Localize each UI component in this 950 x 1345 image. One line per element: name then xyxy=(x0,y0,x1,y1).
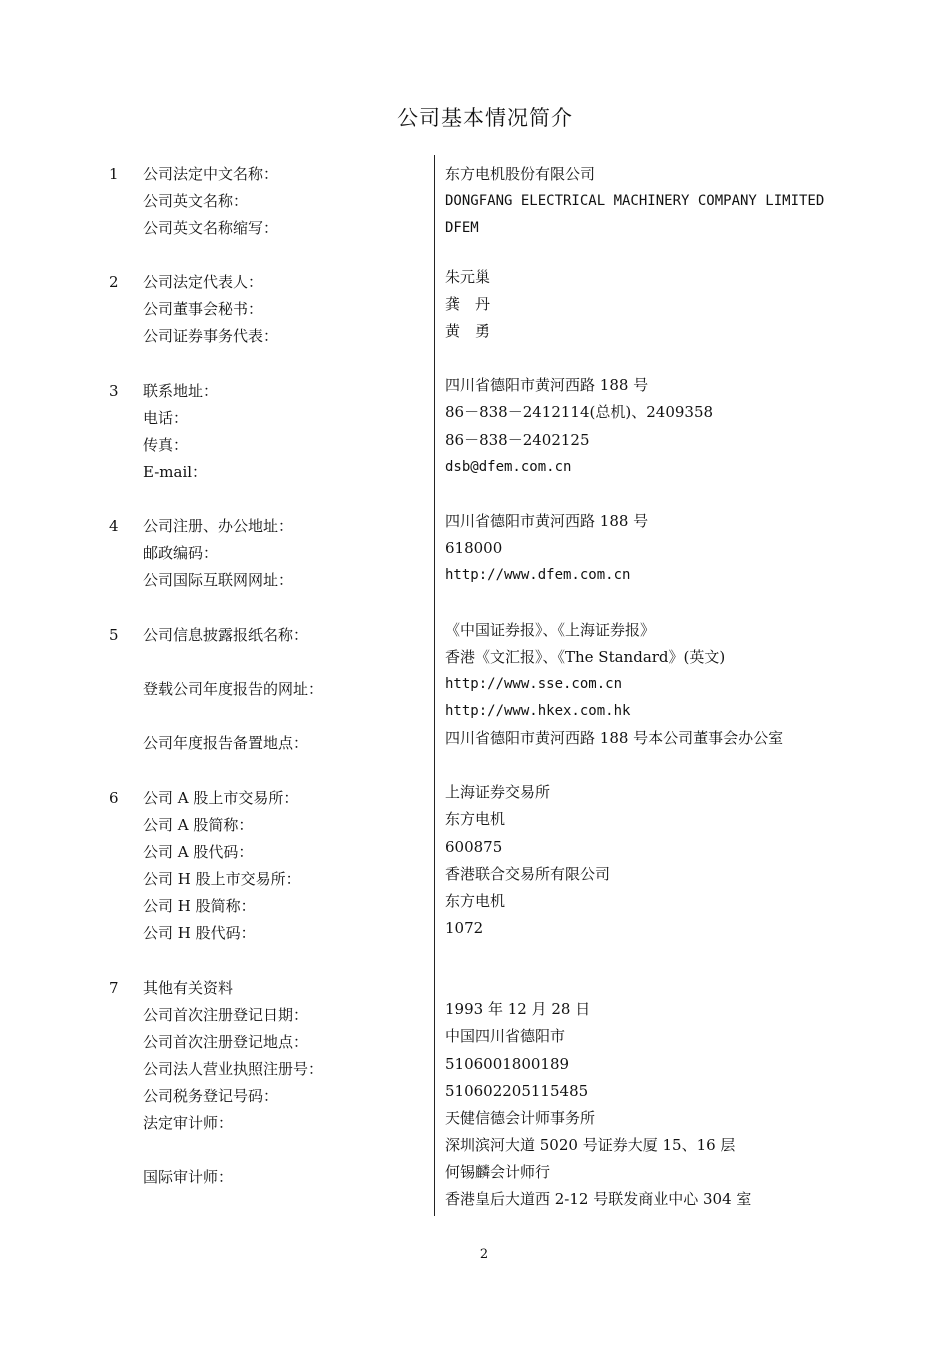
field-label: 公司法定中文名称： xyxy=(143,165,279,183)
field-label: 公司年度报告备置地点： xyxy=(143,734,309,752)
field-label: 公司英文名称： xyxy=(143,192,249,210)
field-label: 公司法人营业执照注册号： xyxy=(143,1060,324,1078)
field-label: E-mail： xyxy=(143,463,208,481)
field-value: 何锡麟会计师行 xyxy=(445,1163,551,1181)
field-value: 1072 xyxy=(445,919,484,937)
field-label: 法定审计师： xyxy=(143,1114,234,1132)
field-label: 公司法定代表人： xyxy=(143,273,264,291)
field-value: 黄 勇 xyxy=(445,322,491,340)
field-value: 四川省德阳市黄河西路 188 号本公司董事会办公室 xyxy=(445,729,784,747)
field-label: 公司 H 股上市交易所： xyxy=(143,870,301,888)
section-number: 4 xyxy=(109,517,119,535)
field-label: 公司董事会秘书： xyxy=(143,300,264,318)
field-label: 公司注册、办公地址： xyxy=(143,517,294,535)
field-value: 618000 xyxy=(445,539,503,557)
field-value: 香港《文汇报》、《The Standard》(英文) xyxy=(445,648,726,666)
field-value: 香港皇后大道西 2-12 号联发商业中心 304 室 xyxy=(445,1190,752,1208)
field-label: 公司 A 股简称： xyxy=(143,816,254,834)
field-value: 上海证券交易所 xyxy=(445,783,551,801)
page-number: 2 xyxy=(479,1247,489,1262)
field-value: http://www.hkex.com.hk xyxy=(445,703,631,719)
field-value: http://www.dfem.com.cn xyxy=(445,567,631,583)
field-value: 东方电机 xyxy=(445,892,506,910)
section-number: 6 xyxy=(109,789,119,807)
field-value: DFEM xyxy=(445,220,479,236)
field-label: 公司 H 股简称： xyxy=(143,897,256,915)
field-label: 传真： xyxy=(143,436,189,454)
field-value: http://www.sse.com.cn xyxy=(445,676,623,692)
field-value: 龚 丹 xyxy=(445,295,491,313)
field-value: 天健信德会计师事务所 xyxy=(445,1109,596,1127)
field-value: 510602205115485 xyxy=(445,1082,589,1100)
section-number: 3 xyxy=(109,382,119,400)
section-heading: 其他有关资料 xyxy=(143,979,234,997)
field-label: 公司 A 股代码： xyxy=(143,843,254,861)
field-label: 公司证券事务代表： xyxy=(143,327,279,345)
field-label: 邮政编码： xyxy=(143,544,219,562)
field-label: 登载公司年度报告的网址： xyxy=(143,680,324,698)
field-value: 四川省德阳市黄河西路 188 号 xyxy=(445,512,649,530)
section-number: 7 xyxy=(109,979,119,997)
field-label: 国际审计师： xyxy=(143,1168,234,1186)
field-label: 联系地址： xyxy=(143,382,219,400)
field-value: dsb@dfem.com.cn xyxy=(445,459,572,475)
field-value: 四川省德阳市黄河西路 188 号 xyxy=(445,376,649,394)
field-value: 86－838－2412114(总机)、2409358 xyxy=(445,403,714,421)
field-label: 公司英文名称缩写： xyxy=(143,219,279,237)
field-label: 电话： xyxy=(143,409,189,427)
field-value: 东方电机股份有限公司 xyxy=(445,165,596,183)
field-value: 东方电机 xyxy=(445,810,506,828)
field-value: 5106001800189 xyxy=(445,1055,570,1073)
field-value: 600875 xyxy=(445,838,503,856)
page-title: 公司基本情况简介 xyxy=(397,106,573,130)
field-value: 1993 年 12 月 28 日 xyxy=(445,1000,591,1018)
field-label: 公司首次注册登记日期： xyxy=(143,1006,309,1024)
field-value: 86－838－2402125 xyxy=(445,431,590,449)
field-value: 中国四川省德阳市 xyxy=(445,1027,566,1045)
field-label: 公司 H 股代码： xyxy=(143,924,256,942)
field-value: 香港联合交易所有限公司 xyxy=(445,865,611,883)
column-divider xyxy=(434,155,435,1216)
field-value: 深圳滨河大道 5020 号证券大厦 15、16 层 xyxy=(445,1136,736,1154)
section-number: 1 xyxy=(109,165,119,183)
section-number: 2 xyxy=(109,273,119,291)
section-number: 5 xyxy=(109,626,119,644)
field-label: 公司信息披露报纸名称： xyxy=(143,626,309,644)
field-value: DONGFANG ELECTRICAL MACHINERY COMPANY LIMITED xyxy=(445,193,825,209)
field-value: 《中国证券报》、《上海证券报》 xyxy=(445,621,656,639)
field-label: 公司税务登记号码： xyxy=(143,1087,279,1105)
field-value: 朱元巢 xyxy=(445,268,491,286)
field-label: 公司 A 股上市交易所： xyxy=(143,789,299,807)
field-label: 公司首次注册登记地点： xyxy=(143,1033,309,1051)
field-label: 公司国际互联网网址： xyxy=(143,571,294,589)
